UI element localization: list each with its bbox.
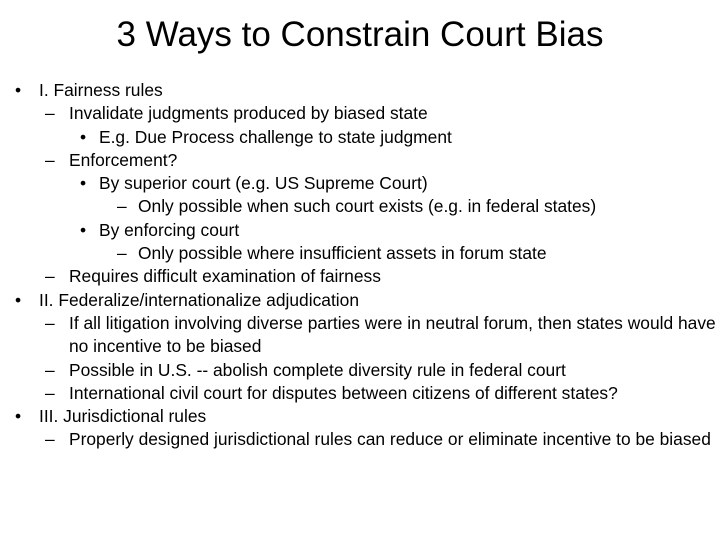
bullet-item-jurisdictional-rules [0,405,720,428]
sub-item-examination-of-fairness [0,265,720,288]
bullet-marker: • [80,219,87,240]
dash-marker: – [45,382,55,403]
sub-item-text: Enforcement? [69,149,178,170]
sub-sub-item-enforcing-court [0,219,720,242]
sub-sub-item-text: E.g. Due Process challenge to state judgment [99,126,452,147]
sub-item-enforcement [0,149,720,172]
level4-item-federal-states [0,195,720,218]
sub-sub-item-text: By enforcing court [99,219,240,240]
sub-item-possible-in-us [0,359,720,382]
sub-item-text: International civil court for disputes between citizens of different states? [69,382,618,403]
sub-item-text: Possible in U.S. -- abolish complete diversity rule in federal court [69,359,566,380]
sub-sub-item-due-process [0,126,720,149]
bullet-text: II. Federalize/internationalize adjudication [39,289,359,310]
dash-marker: – [45,266,55,287]
level4-item-text: Only possible when such court exists (e.g. in federal states) [138,196,597,217]
sub-item-neutral-forum [0,312,720,359]
dash-marker: – [45,312,55,333]
slide-title: 3 Ways to Constrain Court Bias [116,15,604,54]
dash-marker: – [117,243,127,264]
bullet-text: I. Fairness rules [39,80,163,100]
sub-item-text: Invalidate judgments produced by biased state [69,103,428,124]
sub-item-text: If all litigation involving diverse parties were in neutral forum, then states would have no incentive to be biased [69,312,716,357]
bullet-marker: • [80,173,87,194]
sub-item-properly-designed-rules [0,428,720,475]
bullet-text: III. Jurisdictional rules [39,406,207,427]
dash-marker: – [45,359,55,380]
bullet-marker: • [15,289,22,310]
bullet-item-fairness-rules [0,79,720,102]
dash-marker: – [45,149,55,170]
sub-item-text: Requires difficult examination of fairness [69,266,381,287]
level4-item-insufficient-assets [0,242,720,265]
sub-item-international-civil-court [0,382,720,405]
dash-marker: – [117,196,127,217]
dash-marker: – [45,103,55,124]
level4-item-text: Only possible where insufficient assets in forum state [138,243,547,264]
sub-sub-item-superior-court [0,172,720,195]
bullet-marker: • [15,406,22,427]
dash-marker: – [45,429,55,450]
sub-item-invalidate-judgments [0,102,720,125]
slide-body [0,79,720,475]
bullet-marker: • [15,80,22,100]
sub-item-text: Properly designed jurisdictional rules can reduce or eliminate incentive to be biased [69,429,711,450]
bullet-item-federalize [0,289,720,312]
bullet-marker: • [80,126,87,147]
sub-sub-item-text: By superior court (e.g. US Supreme Court) [99,173,428,194]
